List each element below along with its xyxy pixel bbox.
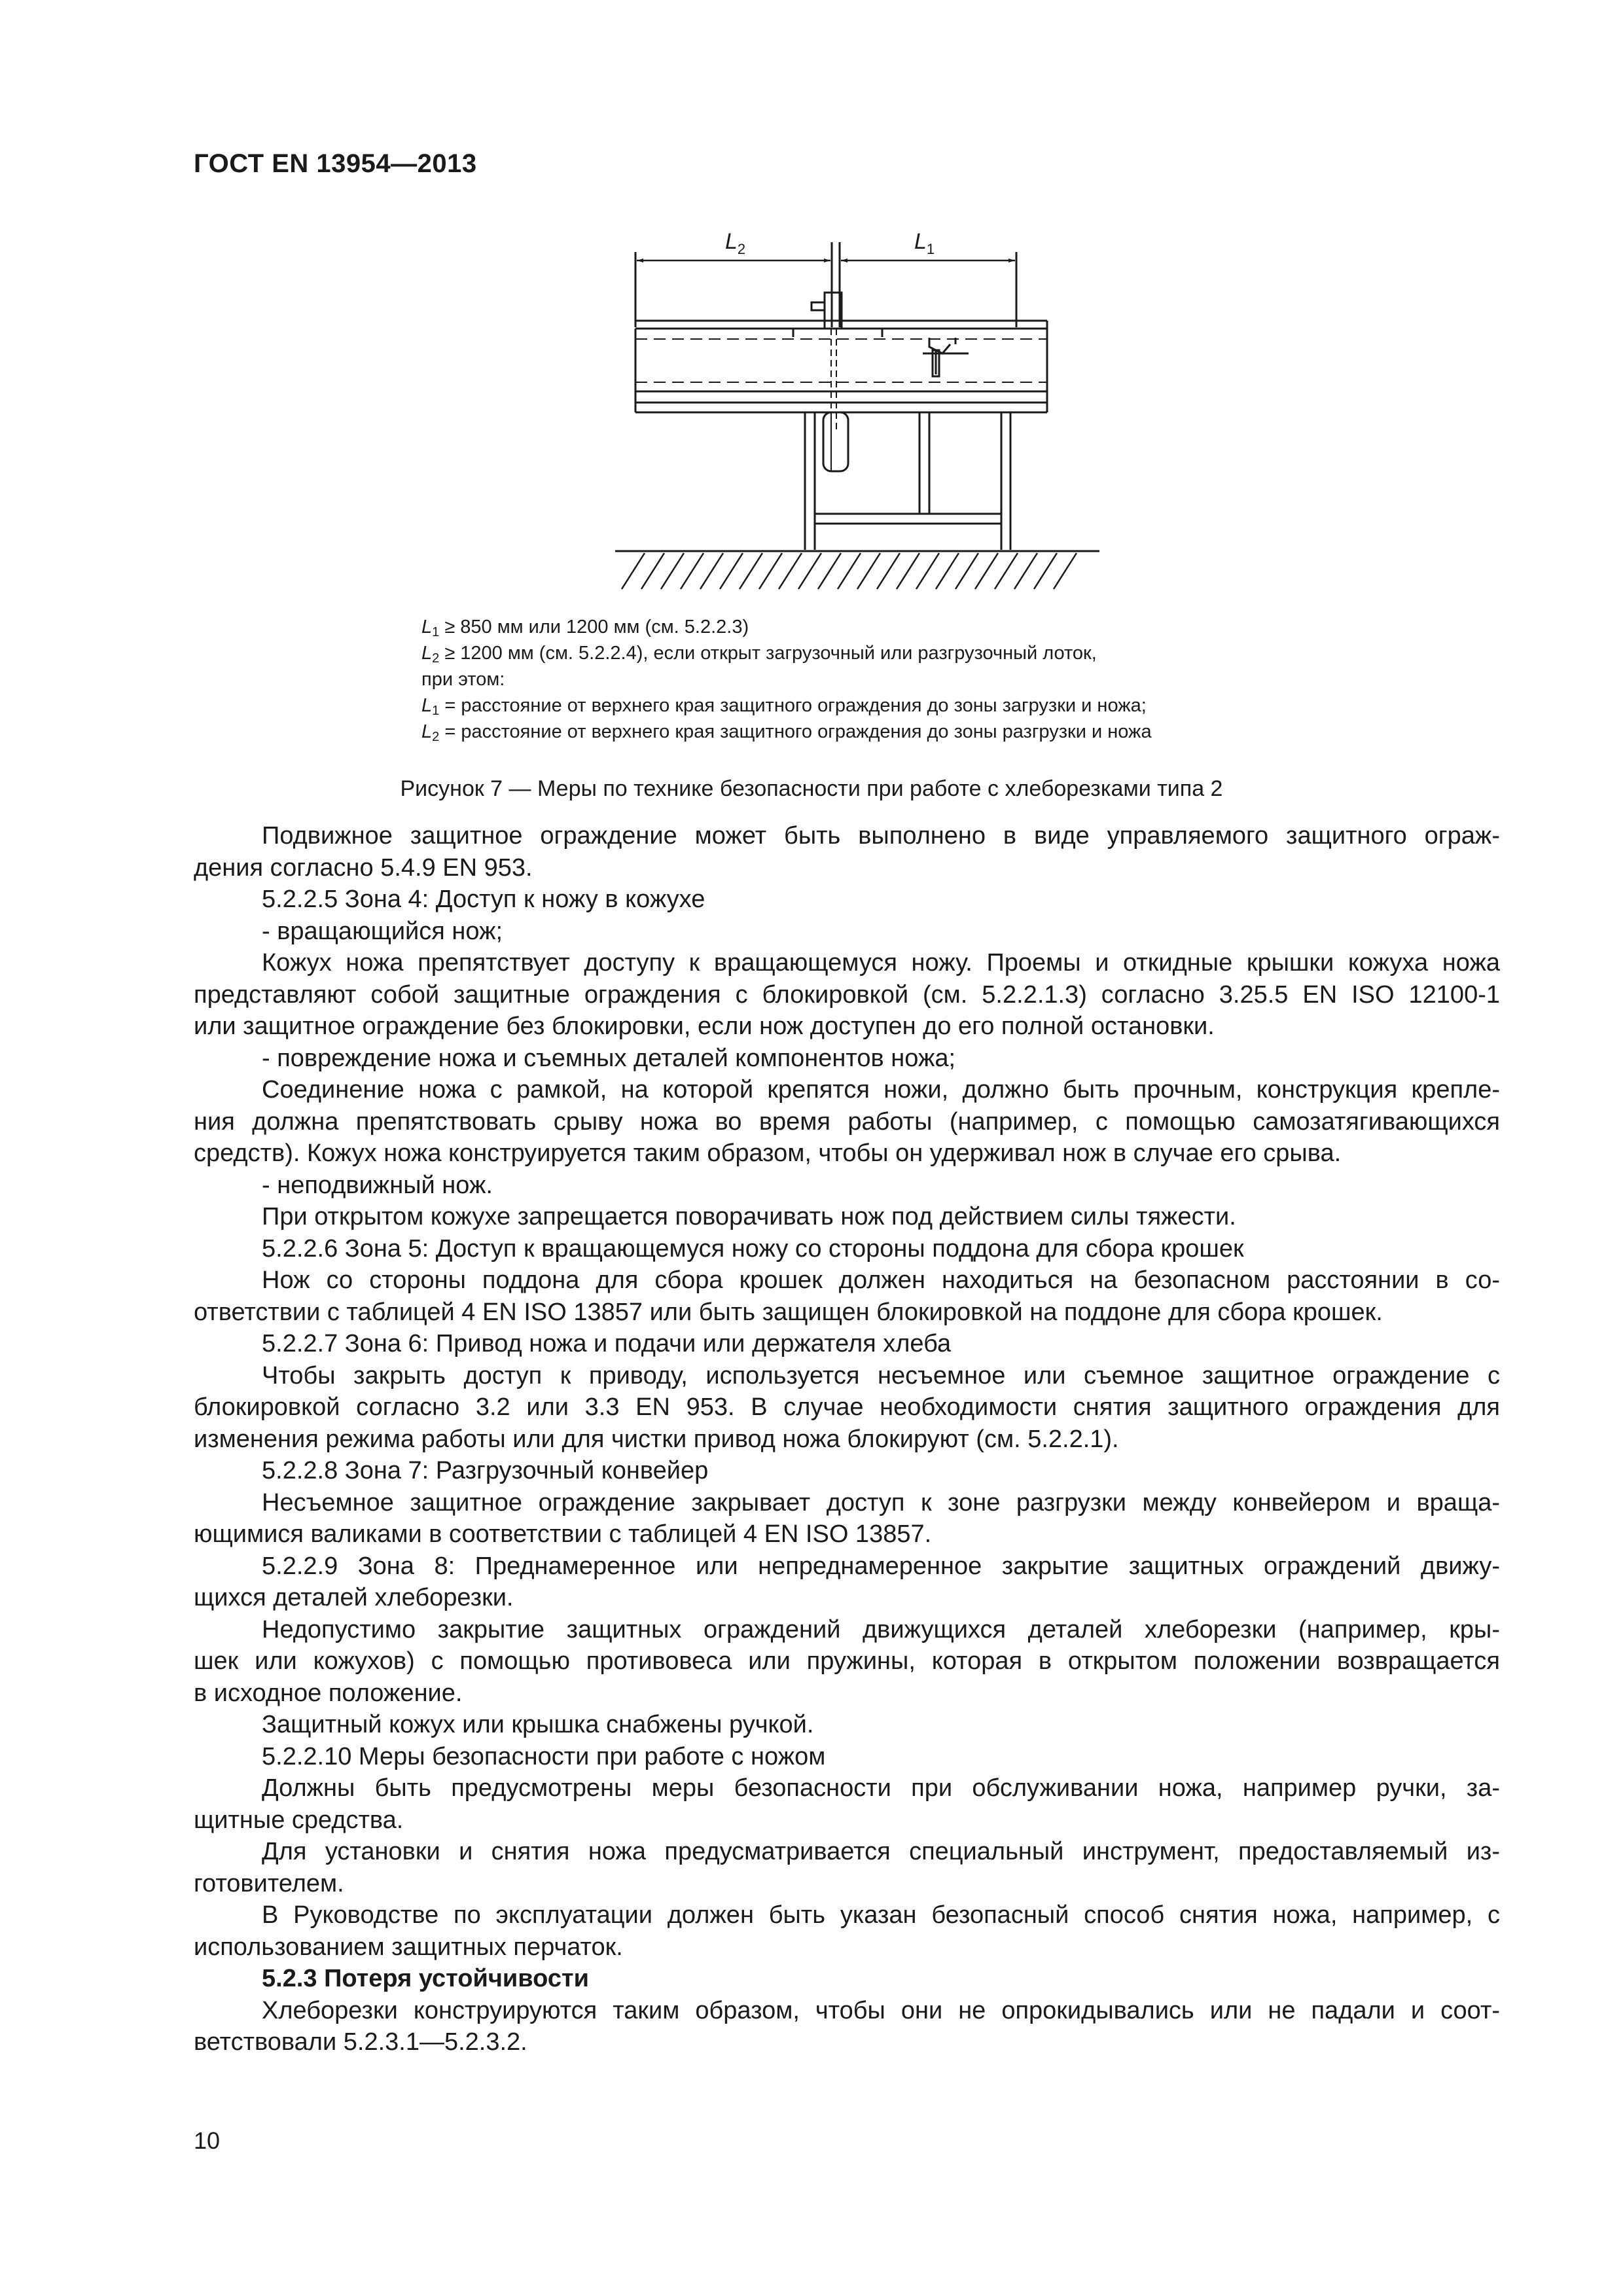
paragraph-line: в исходное положение. bbox=[194, 1679, 463, 1707]
paragraph-line: представляют собой защитные ограждения с блокировкой (см. 5.2.2.1.3) согласно 3.25.5 EN ISO 12100-1 bbox=[194, 980, 1500, 1009]
paragraph-line: ветствовали 5.2.3.1—5.2.3.2. bbox=[194, 2028, 527, 2056]
legend-subscript: 2 bbox=[432, 730, 440, 744]
paragraph-line: изменения режима работы или для чистки привод ножа блокируют (см. 5.2.2.1). bbox=[194, 1425, 1119, 1453]
paragraph-line: Для установки и снятия ножа предусматривается специальный инструмент, предоставляемый из- bbox=[262, 1838, 1500, 1865]
paragraph-line: средств). Кожух ножа конструируется таким образом, чтобы он удерживал нож в случае его срыва. bbox=[194, 1139, 1342, 1167]
legend-subscript: 1 bbox=[432, 704, 440, 718]
legend-text: при этом: bbox=[421, 669, 505, 690]
paragraph-line: дения согласно 5.4.9 EN 953. bbox=[194, 853, 533, 882]
paragraph-line: При открытом кожухе запрещается поворачивать нож под действием силы тяжести. bbox=[262, 1203, 1236, 1230]
paragraph-line: 5.2.2.10 Меры безопасности при работе с ножом bbox=[262, 1742, 826, 1770]
paragraph-line: 5.2.2.9 Зона 8: Преднамеренное или непреднамеренное закрытие защитных ограждений движу- bbox=[262, 1552, 1500, 1580]
paragraph-line: использованием защитных перчаток. bbox=[194, 1933, 623, 1961]
paragraph-line: Подвижное защитное ограждение может быть выполнено в виде управляемого защитного ограж- bbox=[262, 822, 1500, 850]
paragraph-line: ния должна препятствовать срыву ножа во время работы (например, с помощью самозатягивающихся bbox=[194, 1107, 1500, 1136]
paragraph-line: В Руководстве по эксплуатации должен быть указан безопасный способ снятия ножа, например, с bbox=[262, 1901, 1500, 1929]
paragraph-line: 5.2.2.8 Зона 7: Разгрузочный конвейер bbox=[262, 1457, 709, 1484]
legend-symbol: L bbox=[421, 643, 433, 664]
paragraph-line: щихся деталей хлеборезки. bbox=[194, 1584, 514, 1611]
paragraph-line: Нож со стороны поддона для сбора крошек должен находиться на безопасном расстоянии в со- bbox=[262, 1266, 1500, 1294]
legend-subscript: 2 bbox=[432, 651, 440, 666]
legend-subscript: 1 bbox=[432, 625, 440, 639]
legend-line bbox=[421, 640, 1311, 666]
paragraph-line: Кожух ножа препятствует доступу к вращающемуся ножу. Проемы и откидные крышки кожуха ножа bbox=[262, 949, 1500, 977]
paragraph-line: Защитный кожух или крышка снабжены ручкой. bbox=[262, 1711, 814, 1738]
legend-symbol: L bbox=[421, 721, 433, 742]
legend-text: = расстояние от верхнего края защитного ограждения до зоны разгрузки и ножа bbox=[439, 721, 1152, 742]
section-heading: 5.2.3 Потеря устойчивости bbox=[262, 1965, 589, 1992]
floor-hatching bbox=[615, 551, 1099, 589]
paragraph-line: щитные средства. bbox=[194, 1806, 404, 1834]
dimension-lines bbox=[635, 229, 1016, 327]
paragraph-line: блокировкой согласно 3.2 или 3.3 EN 953. В случае необходимости снятия защитного ограждения для bbox=[194, 1393, 1500, 1421]
paragraph-line: готовителем. bbox=[194, 1869, 344, 1897]
paragraph-line: Соединение ножа с рамкой, на которой крепятся ножи, должно быть прочным, конструкция крепле- bbox=[262, 1076, 1500, 1103]
paragraph-line: Несъемное защитное ограждение закрывает доступ к зоне разгрузки между конвейером и враща- bbox=[262, 1488, 1500, 1516]
paragraph-line: шек или кожухов) с помощью противовеса или пружины, которая в открытом положении возвращается bbox=[194, 1647, 1500, 1675]
dim-label-l1: $L_1$ bbox=[914, 229, 935, 257]
legend-text: ≥ 850 мм или 1200 мм (см. 5.2.2.3) bbox=[439, 617, 749, 637]
paragraph-line: - неподвижный нож. bbox=[262, 1171, 493, 1199]
slicer-body bbox=[635, 293, 1047, 432]
legend-line bbox=[421, 614, 1311, 640]
paragraph-line: - повреждение ножа и съемных деталей компонентов ножа; bbox=[262, 1044, 956, 1072]
legend-text: ≥ 1200 мм (см. 5.2.2.4), если открыт загрузочный или разгрузочный лоток, bbox=[439, 643, 1097, 664]
document-header: ГОСТ EN 13954—2013 bbox=[194, 149, 477, 178]
legend-text: = расстояние от верхнего края защитного ограждения до зоны загрузки и ножа; bbox=[439, 695, 1147, 716]
dim-label-l2: $L_2$ bbox=[725, 229, 746, 257]
legend-line bbox=[421, 692, 1311, 719]
legend-line bbox=[421, 666, 1311, 692]
paragraph-line: или защитное ограждение без блокировки, если нож доступен до его полной остановки. bbox=[194, 1013, 1215, 1040]
paragraph-line: ющимися валиками в соответствии с таблицей 4 EN ISO 13857. bbox=[194, 1520, 932, 1548]
paragraph-line: 5.2.2.5 Зона 4: Доступ к ножу в кожухе bbox=[262, 886, 705, 913]
paragraph-line: Хлеборезки конструируются таким образом, чтобы они не опрокидывались или не падали и соот- bbox=[262, 1996, 1500, 2024]
legend-line bbox=[421, 719, 1311, 745]
body-text bbox=[194, 820, 1500, 2058]
slicer-stand bbox=[805, 412, 1010, 550]
figure-caption: Рисунок 7 — Меры по технике безопасности при работе с хлеборезками типа 2 bbox=[400, 776, 1223, 801]
figure-7-diagram bbox=[615, 216, 1099, 602]
paragraph-line: 5.2.2.7 Зона 6: Привод ножа и подачи или держателя хлеба bbox=[262, 1330, 952, 1357]
paragraph-line: - вращающийся нож; bbox=[262, 917, 503, 945]
figure-legend bbox=[421, 614, 1311, 745]
page-number: 10 bbox=[194, 2127, 221, 2154]
paragraph-line: Чтобы закрыть доступ к приводу, используется несъемное или съемное защитное ограждение с bbox=[262, 1361, 1500, 1390]
paragraph-line: Должны быть предусмотрены меры безопасности при обслуживании ножа, например ручки, за- bbox=[262, 1774, 1500, 1802]
paragraph-line: ответствии с таблицей 4 EN ISO 13857 или быть защищен блокировкой на поддоне для сбора крошек. bbox=[194, 1298, 1383, 1326]
legend-symbol: L bbox=[421, 695, 433, 716]
legend-symbol: L bbox=[421, 617, 433, 637]
paragraph-line: Недопустимо закрытие защитных ограждений движущихся деталей хлеборезки (например, кры- bbox=[262, 1615, 1500, 1643]
paragraph-line: 5.2.2.6 Зона 5: Доступ к вращающемуся ножу со стороны поддона для сбора крошек bbox=[262, 1234, 1244, 1263]
